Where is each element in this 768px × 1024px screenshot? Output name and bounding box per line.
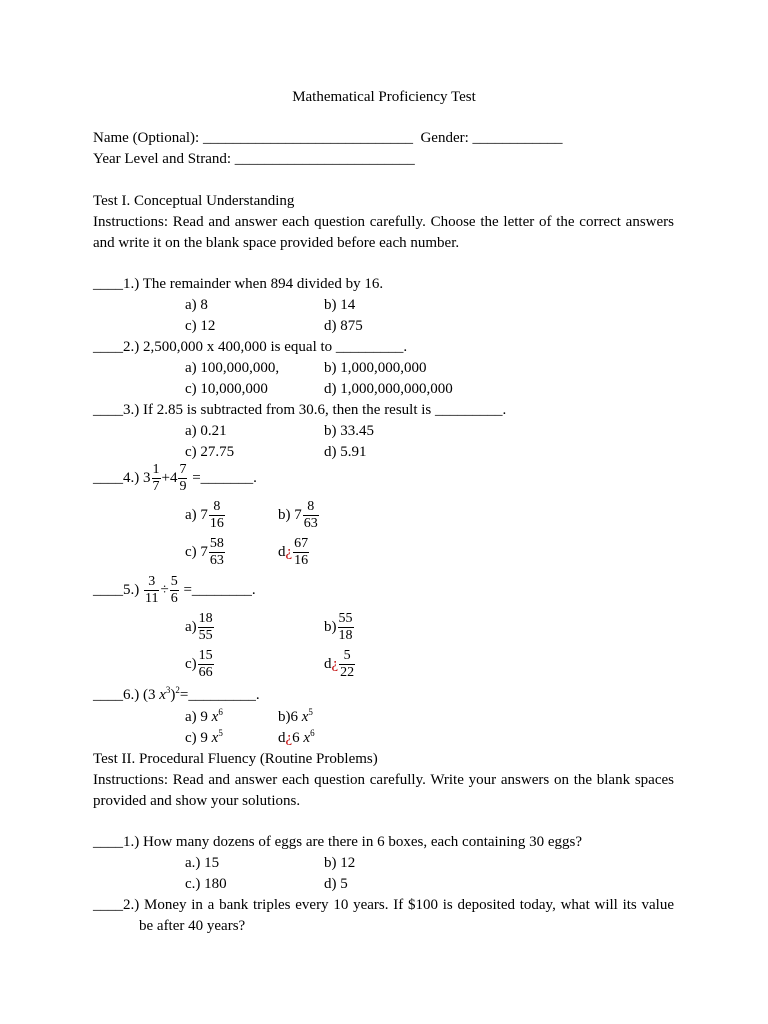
option-fraction <box>209 536 225 569</box>
frac-numerator: 8 <box>303 499 319 516</box>
option-fraction <box>209 499 225 532</box>
test1-instructions: Instructions: Read and answer each question carefully. Choose the letter of the correct answers and write it on the blank space provided before each number. <box>93 214 674 251</box>
option-var: x <box>301 709 309 725</box>
frac-numerator: 5 <box>339 648 355 665</box>
t1-q4-fraction1 <box>152 462 161 495</box>
t1-q1-stem: ____1.) The remainder when 894 divided by 16. <box>93 276 384 292</box>
t1-q2-option-a: a) 100,000,000, <box>185 360 280 376</box>
t2-q1-option-b: b) 12 <box>324 855 356 871</box>
t1-q4-prefix: ____4.) <box>93 470 143 486</box>
t1-q5-option-c <box>185 648 215 681</box>
frac-numerator: 1 <box>152 462 160 477</box>
frac-denominator: 66 <box>198 665 213 680</box>
option-label: c) 9 <box>185 730 212 746</box>
frac-denominator: 63 <box>303 516 318 531</box>
option-label: a) 7 <box>185 507 208 523</box>
t1-q6-option-a <box>185 707 223 728</box>
frac-denominator: 22 <box>340 665 355 680</box>
t2-q1-stem: ____1.) How many dozens of eggs are there in 6 boxes, each containing 30 eggs? <box>93 834 583 850</box>
t2-q2-stem <box>93 895 674 937</box>
t1-q6-exp1: 3 <box>165 685 171 695</box>
test1-heading: Test I. Conceptual Understanding <box>93 193 295 209</box>
t1-q3-option-c: c) 27.75 <box>185 444 235 460</box>
year-level-line: Year Level and Strand: ________________________ <box>93 151 415 167</box>
t1-q4-suffix: =_______. <box>188 470 257 486</box>
frac-denominator: 16 <box>294 553 309 568</box>
t1-q6-option-d <box>278 728 315 749</box>
t1-q4-option-a <box>185 499 226 532</box>
t1-q6-close: ) <box>170 687 176 703</box>
t1-q2-stem: ____2.) 2,500,000 x 400,000 is equal to _________. <box>93 339 408 355</box>
t2-q2-text: ____2.) Money in a bank triples every 10 years. If $100 is deposited today, what will its value be after 40 years? <box>93 897 674 934</box>
t1-q6-option-c <box>185 728 223 749</box>
option-fraction <box>303 499 319 532</box>
option-label: d <box>278 730 286 746</box>
t1-q5-prefix: ____5.) <box>93 582 143 598</box>
t1-q3-option-a: a) 0.21 <box>185 423 227 439</box>
inverted-question-mark: ¿ <box>285 544 293 560</box>
frac-numerator: 67 <box>294 536 309 551</box>
t1-q1-option-a: a) 8 <box>185 297 208 313</box>
option-fraction <box>338 611 354 644</box>
t1-q5-fraction1 <box>144 574 159 607</box>
t1-q1-option-d: d) 875 <box>324 318 363 334</box>
frac-numerator: 18 <box>198 611 213 626</box>
option-exp: 5 <box>308 707 313 717</box>
t1-q5-option-a <box>185 611 215 644</box>
t1-q6-var: x <box>159 687 166 703</box>
option-label: b)6 <box>278 709 302 725</box>
t1-q6-stem <box>93 685 260 706</box>
frac-denominator: 7 <box>152 479 160 494</box>
option-label: c) 7 <box>185 544 208 560</box>
t1-q1-option-b: b) 14 <box>324 297 356 313</box>
t1-q3-option-d: d) 5.91 <box>324 444 367 460</box>
t1-q6-open: (3 <box>143 687 160 703</box>
option-label: b) 7 <box>278 507 302 523</box>
t1-q5-divide: ÷ <box>160 582 169 598</box>
option-fraction <box>198 611 214 644</box>
t1-q4-stem <box>93 462 257 495</box>
frac-numerator: 8 <box>209 499 225 516</box>
t1-q4-option-b <box>278 499 320 532</box>
option-label: a) 9 <box>185 709 212 725</box>
t1-q4-fraction2 <box>178 462 187 495</box>
option-coef: 6 <box>292 730 304 746</box>
t1-q5-fraction2 <box>170 574 179 607</box>
t2-q1-option-a: a.) 15 <box>185 855 220 871</box>
option-var: x <box>211 730 219 746</box>
t1-q5-option-d <box>324 648 356 681</box>
frac-numerator: 5 <box>170 574 178 589</box>
option-label: d <box>278 544 286 560</box>
t1-q6-suffix: =_________. <box>179 687 260 703</box>
t1-q6-prefix: ____6.) <box>93 687 143 703</box>
option-var: x <box>303 730 311 746</box>
name-gender-line: Name (Optional): ____________________________ Gender: ____________ <box>93 130 563 146</box>
t1-q6-option-b <box>278 707 313 728</box>
frac-denominator: 63 <box>209 553 224 568</box>
frac-numerator: 55 <box>338 611 353 626</box>
t1-q1-option-c: c) 12 <box>185 318 216 334</box>
t1-q4-plus: +4 <box>161 470 178 486</box>
t1-q4-option-c <box>185 536 226 569</box>
option-fraction <box>198 648 214 681</box>
frac-denominator: 18 <box>338 628 353 643</box>
frac-numerator: 7 <box>179 462 187 477</box>
frac-numerator: 58 <box>209 536 224 551</box>
inverted-question-mark: ¿ <box>331 656 339 672</box>
frac-denominator: 16 <box>209 516 224 531</box>
t1-q5-suffix: =________. <box>179 582 256 598</box>
frac-numerator: 15 <box>198 648 213 663</box>
option-fraction <box>293 536 309 569</box>
option-label: b) <box>324 619 337 635</box>
option-exp: 6 <box>218 707 223 717</box>
t1-q4-option-d <box>278 536 310 569</box>
frac-denominator: 9 <box>179 479 187 494</box>
t1-q4-whole1: 3 <box>143 470 151 486</box>
test2-instructions: Instructions: Read and answer each question carefully. Write your answers on the blank spaces provided and show your solutions. <box>93 772 674 809</box>
t2-q1-option-d: d) 5 <box>324 876 348 892</box>
option-label: c) <box>185 656 197 672</box>
option-var: x <box>211 709 219 725</box>
t1-q3-option-b: b) 33.45 <box>324 423 374 439</box>
frac-numerator: 3 <box>144 574 159 591</box>
test2-heading: Test II. Procedural Fluency (Routine Problems) <box>93 751 378 767</box>
t1-q2-option-b: b) 1,000,000,000 <box>324 360 427 376</box>
option-exp: 6 <box>310 728 315 738</box>
option-fraction <box>339 648 355 681</box>
option-label: a) <box>185 619 197 635</box>
inverted-question-mark: ¿ <box>285 730 293 746</box>
frac-denominator: 6 <box>170 591 178 606</box>
t1-q3-stem: ____3.) If 2.85 is subtracted from 30.6, then the result is _________. <box>93 402 507 418</box>
t1-q2-option-d: d) 1,000,000,000,000 <box>324 381 453 397</box>
frac-denominator: 55 <box>198 628 213 643</box>
option-exp: 5 <box>218 728 223 738</box>
t1-q2-option-c: c) 10,000,000 <box>185 381 268 397</box>
page-title: Mathematical Proficiency Test <box>292 89 476 105</box>
t2-q1-option-c: c.) 180 <box>185 876 227 892</box>
t1-q6-exp2: 2 <box>175 685 180 695</box>
t1-q5-stem <box>93 574 256 607</box>
t1-q5-option-b <box>324 611 355 644</box>
option-label: d <box>324 656 332 672</box>
frac-denominator: 11 <box>145 591 159 606</box>
